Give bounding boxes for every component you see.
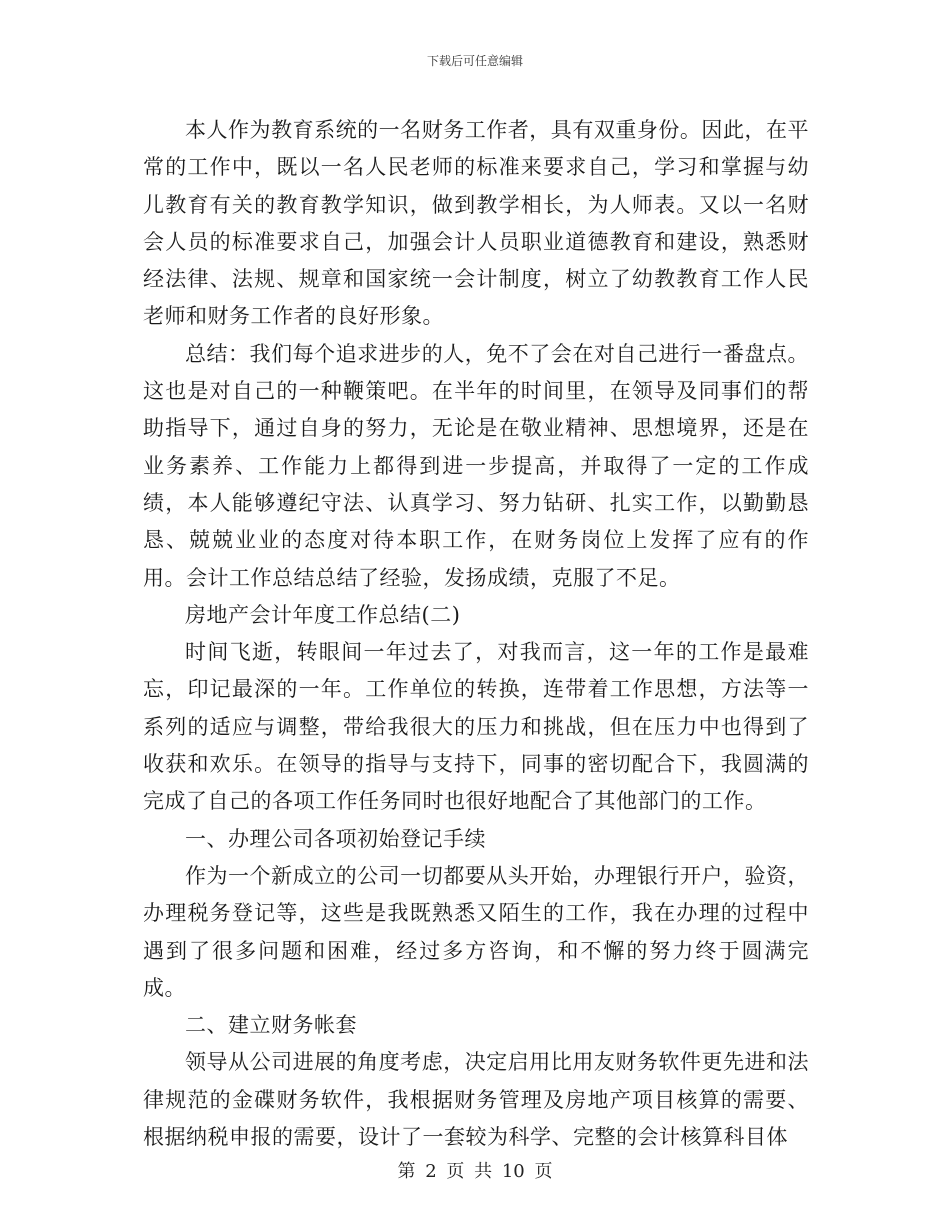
heading-accounts: 二、建立财务帐套 bbox=[185, 1013, 357, 1038]
paragraph-summary: 总结：我们每个追求进步的人，免不了会在对自己进行一番盘点。这也是对自己的一种鞭策吧。在半年的时间里，在领导及同事们的帮助指导下，通过自身的努力，无论是在敬业精神、思想境界，还是在业务素养、工作能力上都得到进一步提高，并取得了一定的工作成绩，本人能够遵纪守法、认真学习、努力钻研、扎实工作，以勤勤恳恳、兢兢业业的态度对待本职工作，在财务岗位上发挥了应有的作用。会计工作总结总结了经验，发扬成绩，克服了不足。 bbox=[143, 341, 809, 590]
page-header: 下载后可任意编辑 bbox=[426, 54, 523, 68]
heading-registration: 一、办理公司各项初始登记手续 bbox=[185, 826, 486, 851]
paragraph-accounts: 领导从公司进展的角度考虑，决定启用比用友财务软件更先进和法律规范的金碟财务软件，我根据财务管理及房地产项目核算的需要、根据纳税申报的需要，设计了一套较为科学、完整的会计核算科目体 bbox=[143, 1050, 809, 1150]
paragraph-registration: 作为一个新成立的公司一切都要从头开始，办理银行开户，验资，办理税务登记等，这些是我既熟悉又陌生的工作，我在办理的过程中遇到了很多问题和困难，经过多方咨询，和不懈的努力终于圆满完成。 bbox=[143, 863, 809, 1000]
page-number: 第 2 页 共 10 页 bbox=[397, 1161, 553, 1182]
paragraph-year-review: 时间飞逝，转眼间一年过去了，对我而言，这一年的工作是最难忘，印记最深的一年。工作单位的转换，连带着工作思想，方法等一系列的适应与调整，带给我很大的压力和挑战，但在压力中也得到了收获和欢乐。在领导的指导与支持下，同事的密切配合下，我圆满的完成了自己的各项工作任务同时也很好地配合了其他部门的工作。 bbox=[143, 640, 809, 814]
paragraph-self-description: 本人作为教育系统的一名财务工作者，具有双重身份。因此，在平常的工作中，既以一名人民老师的标准来要求自己，学习和掌握与幼儿教育有关的教育教学知识，做到教学相长，为人师表。又以一名财会人员的标准要求自己，加强会计人员职业道德教育和建设，熟悉财经法律、法规、规章和国家统一会计制度，树立了幼教教育工作人民老师和财务工作者的良好形象。 bbox=[143, 118, 809, 329]
section-title: 房地产会计年度工作总结(二) bbox=[185, 602, 461, 627]
document-body bbox=[143, 112, 809, 1156]
